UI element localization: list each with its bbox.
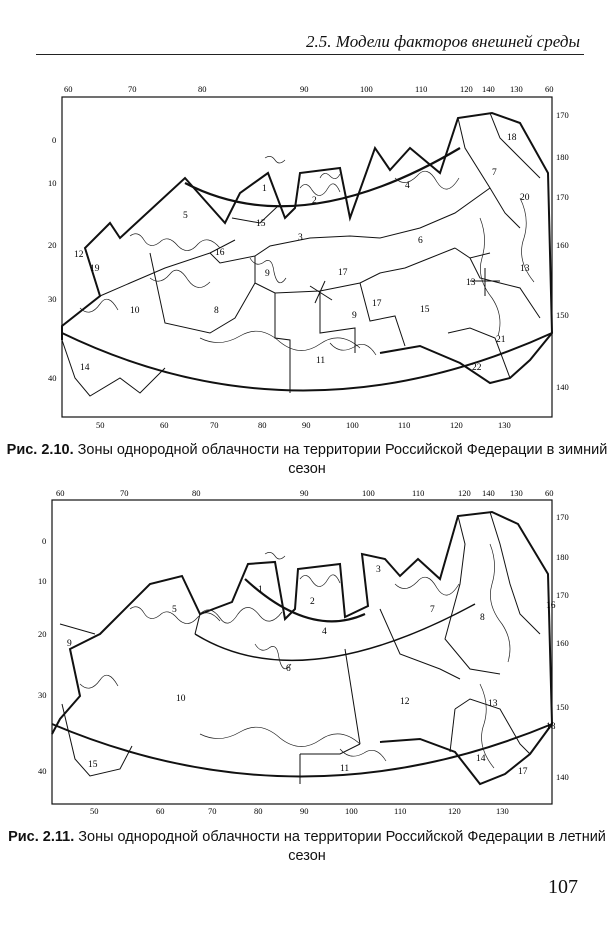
tick-label: 20 [48,240,57,250]
zone-label: 7 [430,605,435,615]
tick-label: 40 [48,373,57,383]
tick-label: 140 [556,772,569,782]
running-title: 2.5. Модели факторов внешней среды [306,32,580,51]
tick-label: 50 [96,420,105,428]
tick-label: 120 [458,488,471,498]
zone-label: 4 [405,181,410,191]
tick-label: 170 [556,590,569,600]
tick-label: 80 [258,420,267,428]
tick-label: 180 [556,152,569,162]
tick-label: 90 [300,488,309,498]
tick-label: 110 [394,806,407,814]
zone-boundaries [60,512,540,784]
zone-label: 19 [90,264,100,274]
running-head [36,32,584,55]
tick-label: 60 [56,488,65,498]
tick-label: 90 [302,420,311,428]
zone-label: 10 [176,694,186,704]
zone-label: 16 [546,601,556,611]
tick-label: 150 [556,702,569,712]
tick-label: 20 [38,629,47,639]
right-latitude-ticks [556,110,569,392]
tick-label: 80 [254,806,263,814]
zone-label: 4 [322,627,327,637]
zone-label: 17 [518,767,528,777]
tick-label: 60 [156,806,165,814]
figure-caption-summer [0,828,614,866]
zone-label: 7 [492,168,497,178]
tick-label: 140 [482,488,495,498]
coastline-detail [80,544,510,768]
zone-label: 5 [183,211,188,221]
tick-label: 80 [198,84,207,94]
figure-caption-winter [0,441,614,479]
arctic-coast-boundary [185,148,460,206]
tick-label: 130 [496,806,509,814]
tick-label: 100 [346,420,359,428]
tick-label: 140 [556,382,569,392]
tick-label: 160 [556,240,569,250]
zone-label: 14 [476,754,486,764]
tick-label: 100 [345,806,358,814]
tick-label: 60 [160,420,169,428]
tick-label: 10 [38,576,47,586]
right-latitude-ticks [556,512,569,782]
tick-label: 70 [210,420,219,428]
tick-label: 0 [42,536,47,546]
tick-label: 180 [556,552,569,562]
southern-boundary [52,724,552,777]
zone-label: 3 [376,565,381,575]
zone-label: 2 [312,196,317,206]
tick-label: 50 [90,806,99,814]
zone-label: 13 [520,264,530,274]
caption-text: Зоны однородной облачности на территории Российской Федерации в летний сезон [78,829,606,864]
summer-zone-map [0,484,614,814]
zone-label: 15 [256,219,266,229]
zone-label: 2 [310,597,315,607]
tick-label: 30 [38,690,47,700]
tick-label: 70 [120,488,129,498]
zone-label: 10 [130,306,140,316]
tick-label: 60 [545,488,554,498]
tick-label: 30 [48,294,57,304]
zone-label: 1 [258,585,263,595]
tick-label: 170 [556,512,569,522]
caption-text: Зоны однородной облачности на территории Российской Федерации в зимний сезон [77,442,608,477]
zone-label: 5 [172,605,177,615]
zone-label: 9 [67,639,72,649]
tick-label: 60 [545,84,554,94]
zone-label: 15 [88,760,98,770]
page-number: 107 [548,876,578,898]
left-latitude-ticks [38,536,47,776]
tick-label: 130 [510,488,523,498]
zone-label: 14 [80,363,90,373]
zone-number-labels [74,133,530,373]
tick-label: 110 [415,84,428,94]
tick-label: 150 [556,310,569,320]
tick-label: 120 [450,420,463,428]
zone-label: 9 [352,311,357,321]
zone-label: 11 [316,356,326,366]
bottom-longitude-ticks [90,806,509,814]
tick-label: 60 [64,84,73,94]
tick-label: 0 [52,135,57,145]
zone-label: 12 [74,250,84,260]
tick-label: 100 [362,488,375,498]
top-longitude-ticks [56,488,554,498]
zone-label: 20 [520,193,530,203]
tick-label: 130 [510,84,523,94]
zone-label: 17 [338,268,348,278]
tick-label: 90 [300,806,309,814]
caption-label: Рис. 2.11. [8,829,75,845]
left-latitude-ticks [48,135,57,383]
zone-label: 9 [265,269,270,279]
tick-label: 90 [300,84,309,94]
tick-label: 160 [556,638,569,648]
zone-boundaries [62,113,540,396]
zone-label: 8 [214,306,219,316]
tick-label: 120 [460,84,473,94]
southern-boundary [62,333,552,391]
territory-outline [62,113,552,383]
zone-label: 6 [286,664,291,674]
territory-outline [52,512,552,784]
zone-label: 6 [418,236,423,246]
tick-label: 80 [192,488,201,498]
tick-label: 110 [412,488,425,498]
figure-summer-cloud-zones [0,484,614,814]
tick-label: 70 [128,84,137,94]
bottom-longitude-ticks [96,420,511,428]
tick-label: 40 [38,766,47,776]
tick-label: 170 [556,110,569,120]
zone-label: 13 [488,699,498,709]
tick-label: 140 [482,84,495,94]
tick-label: 120 [448,806,461,814]
zone-label: 18 [507,133,517,143]
zone-label: 21 [496,335,506,345]
tick-label: 70 [208,806,217,814]
caption-label: Рис. 2.10. [6,442,74,458]
zone-label: 16 [215,248,225,258]
zone-label: 22 [472,363,482,373]
winter-zone-map [0,78,614,428]
zone-label: 11 [340,764,350,774]
zone-label: 3 [298,233,303,243]
zone-label: 8 [480,613,485,623]
zone-label: 12 [400,697,410,707]
zone-label: 15 [420,305,430,315]
tick-label: 100 [360,84,373,94]
zone-label: 13 [466,278,476,288]
tick-label: 170 [556,192,569,202]
zone-label: 18 [546,722,556,732]
tick-label: 10 [48,178,57,188]
tick-label: 130 [498,420,511,428]
figure-winter-cloud-zones [0,78,614,428]
zone-label: 17 [372,299,382,309]
top-longitude-ticks [64,84,554,94]
zone-label: 1 [262,184,267,194]
tick-label: 110 [398,420,411,428]
